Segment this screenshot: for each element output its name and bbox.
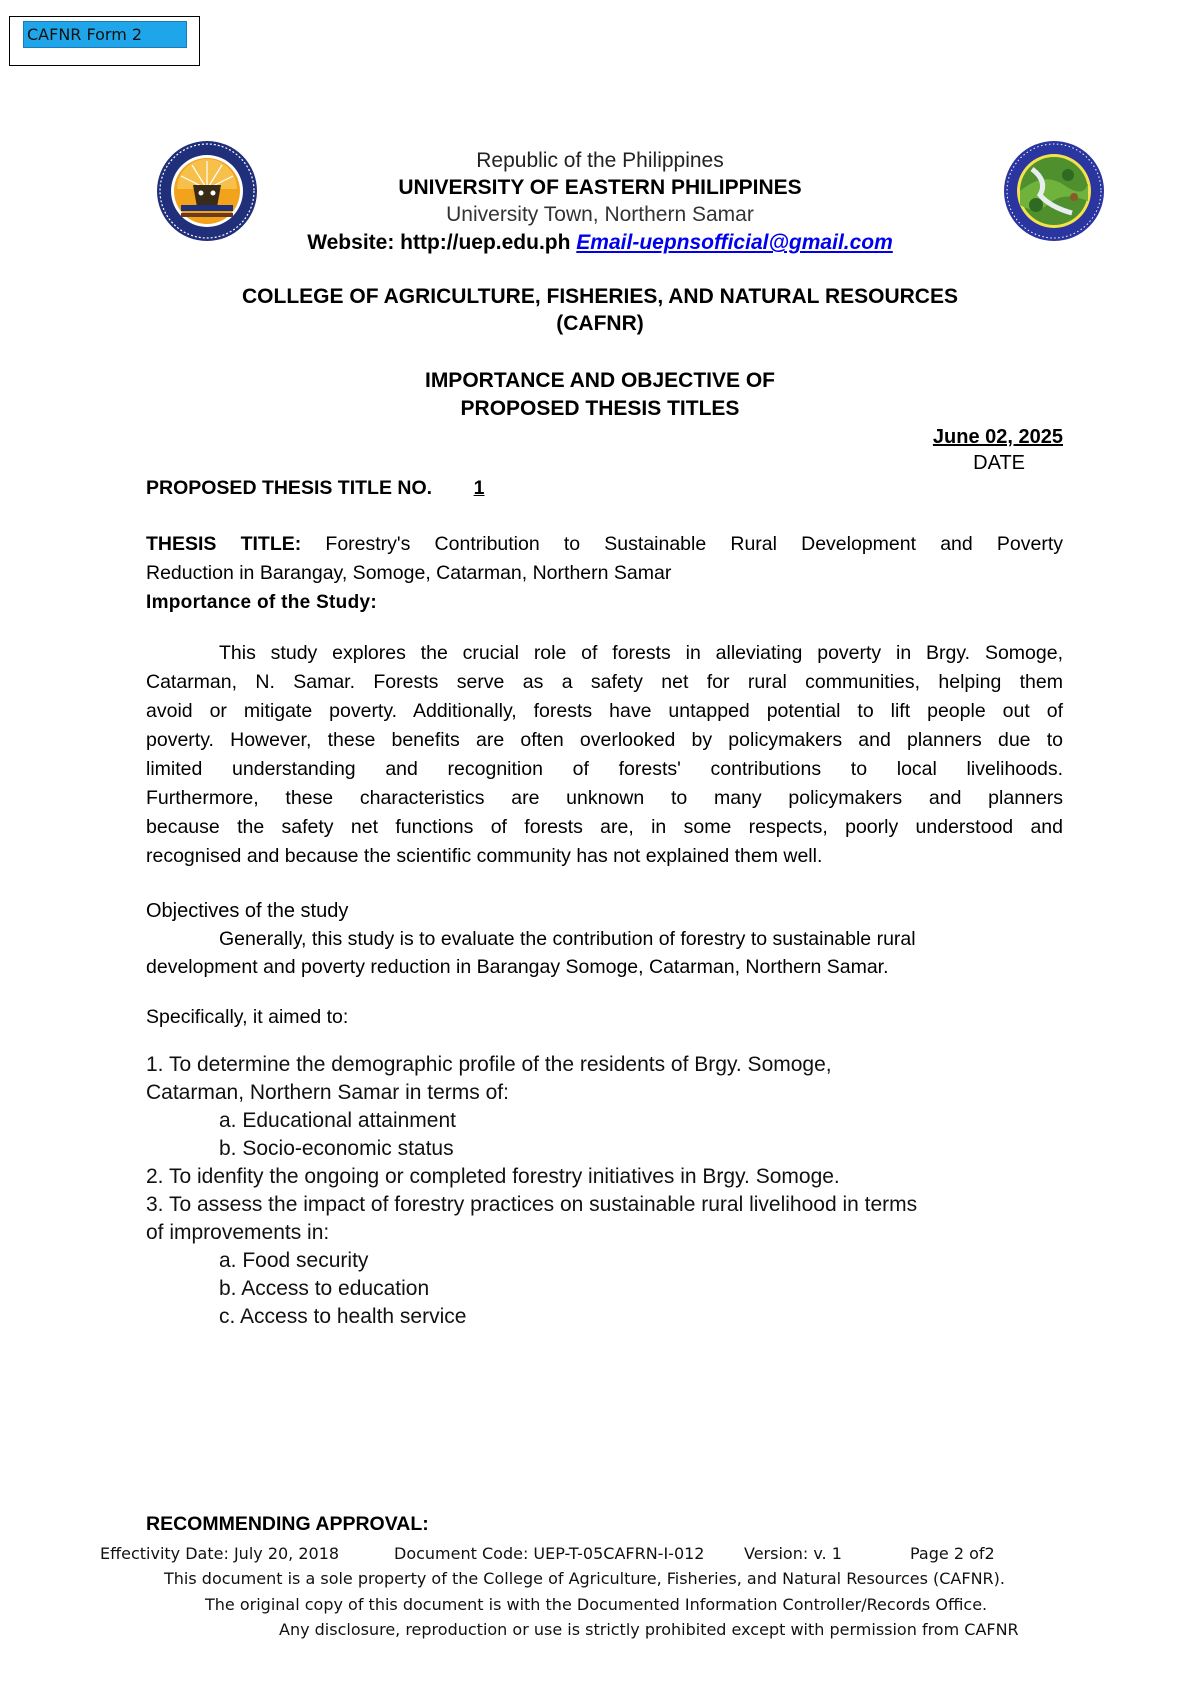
- importance-line: avoid or mitigate poverty. Additionally, forests have untapped potential to lift people out of: [146, 700, 1063, 722]
- objective-item: 2. To idenfity the ongoing or completed forestry initiatives in Brgy. Somoge.: [146, 1165, 840, 1188]
- importance-heading: Importance of the Study:: [146, 592, 377, 613]
- footer-version: Version: v. 1: [744, 1544, 842, 1563]
- objective-item: Catarman, Northern Samar in terms of:: [146, 1081, 509, 1104]
- website-url[interactable]: http://uep.edu.ph: [400, 231, 571, 254]
- footer-disclosure-notice: Any disclosure, reproduction or use is strictly prohibited except with permission from CAFNR: [279, 1620, 1019, 1639]
- republic-line: Republic of the Philippines: [476, 149, 724, 172]
- thesis-title-line-2: Reduction in Barangay, Somoge, Catarman, Northern Samar: [146, 562, 672, 584]
- email-link[interactable]: Email-uepnsofficial@gmail.com: [576, 231, 893, 254]
- specific-objectives-intro: Specifically, it aimed to:: [146, 1006, 349, 1028]
- footer-original-copy-notice: The original copy of this document is with the Documented Information Controller/Records Office.: [205, 1595, 988, 1614]
- objective-item: of improvements in:: [146, 1221, 330, 1244]
- college-acronym: (CAFNR): [556, 312, 644, 335]
- university-name: UNIVERSITY OF EASTERN PHILIPPINES: [398, 176, 802, 199]
- website-label: Website:: [307, 231, 401, 254]
- objective-subitem: b. Socio-economic status: [219, 1137, 454, 1160]
- importance-line: because the safety net functions of forests are, in some respects, poorly understood and: [146, 816, 1063, 838]
- objective-item: 1. To determine the demographic profile of the residents of Brgy. Somoge,: [146, 1053, 832, 1076]
- importance-line: Catarman, N. Samar. Forests serve as a safety net for rural communities, helping them: [146, 671, 1063, 693]
- recommending-approval-heading: RECOMMENDING APPROVAL:: [146, 1513, 429, 1535]
- form-tag-label: CAFNR Form 2: [23, 21, 187, 48]
- form-title-line-2: PROPOSED THESIS TITLES: [460, 397, 740, 420]
- thesis-number-label: PROPOSED THESIS TITLE NO.: [146, 477, 433, 499]
- thesis-title-line-1: [146, 530, 1063, 559]
- importance-line: Furthermore, these characteristics are unknown to many policymakers and planners: [146, 787, 1063, 809]
- general-objective-line-2: development and poverty reduction in Barangay Somoge, Catarman, Northern Samar.: [146, 956, 889, 978]
- objective-item: 3. To assess the impact of forestry practices on sustainable rural livelihood in terms: [146, 1193, 918, 1216]
- objective-subitem: c. Access to health service: [219, 1305, 467, 1328]
- objective-subitem: a. Educational attainment: [219, 1109, 456, 1132]
- general-objective-line-1: Generally, this study is to evaluate the contribution of forestry to sustainable rural: [219, 928, 916, 950]
- thesis-title-text: Forestry's Contribution to Sustainable Rural Development and Poverty: [301, 533, 1063, 555]
- importance-line: recognised and because the scientific community has not explained them well.: [146, 845, 823, 867]
- importance-line: This study explores the crucial role of forests in alleviating poverty in Brgy. Somoge,: [219, 642, 1063, 664]
- footer-ownership-notice: This document is a sole property of the College of Agriculture, Fisheries, and Natural Resources (CAFNR).: [164, 1569, 1005, 1588]
- objectives-heading: Objectives of the study: [146, 900, 349, 922]
- thesis-number-value: 1: [473, 477, 485, 499]
- date-label: DATE: [973, 452, 1025, 474]
- contact-line: [0, 230, 1200, 256]
- footer-document-code: Document Code: UEP-T-05CAFRN-I-012: [394, 1544, 705, 1563]
- date-value: June 02, 2025: [932, 426, 1063, 448]
- importance-line: limited understanding and recognition of forests' contributions to local livelihoods.: [146, 758, 1063, 780]
- footer-effectivity-date: Effectivity Date: July 20, 2018: [100, 1544, 340, 1563]
- importance-line: poverty. However, these benefits are often overlooked by policymakers and planners due to: [146, 729, 1063, 751]
- thesis-number-line: [146, 474, 526, 503]
- college-name: COLLEGE OF AGRICULTURE, FISHERIES, AND NATURAL RESOURCES: [242, 285, 958, 308]
- objective-subitem: a. Food security: [219, 1249, 369, 1272]
- objective-subitem: b. Access to education: [219, 1277, 430, 1300]
- form-title-line-1: IMPORTANCE AND OBJECTIVE OF: [424, 369, 776, 392]
- university-address: University Town, Northern Samar: [446, 203, 754, 226]
- thesis-title-label: THESIS TITLE:: [146, 533, 302, 555]
- footer-page-number: Page 2 of2: [910, 1544, 995, 1563]
